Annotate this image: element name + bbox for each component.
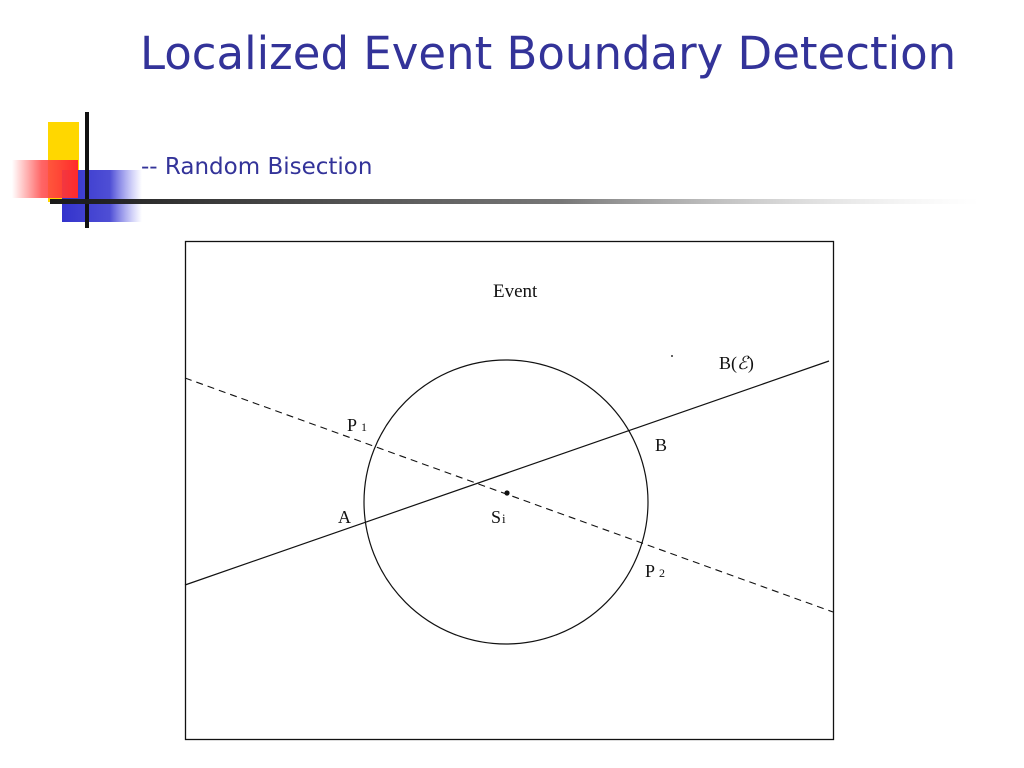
bisection-dashed-line	[185, 378, 833, 612]
point-b-label: B	[655, 435, 668, 455]
sensor-dot	[504, 490, 509, 495]
ornament-vertical-line	[85, 112, 89, 228]
stray-dot	[671, 355, 673, 357]
slide-title: Localized Event Boundary Detection	[140, 27, 957, 80]
diagram-frame	[186, 242, 834, 740]
boundary-line	[185, 361, 829, 585]
sensing-circle	[364, 360, 648, 644]
event-label: Event	[493, 281, 538, 302]
slide-subtitle: -- Random Bisection	[141, 154, 373, 180]
point-p1-label: P 1	[347, 415, 368, 435]
point-a-label: A	[338, 507, 351, 527]
title-rule	[50, 199, 980, 204]
point-p2-label: P 2	[645, 561, 666, 581]
boundary-label: B(ℰ)	[719, 353, 754, 373]
bisection-diagram	[184, 240, 836, 744]
ornament-red-bar	[12, 160, 78, 198]
sensor-label: Si	[491, 507, 506, 527]
